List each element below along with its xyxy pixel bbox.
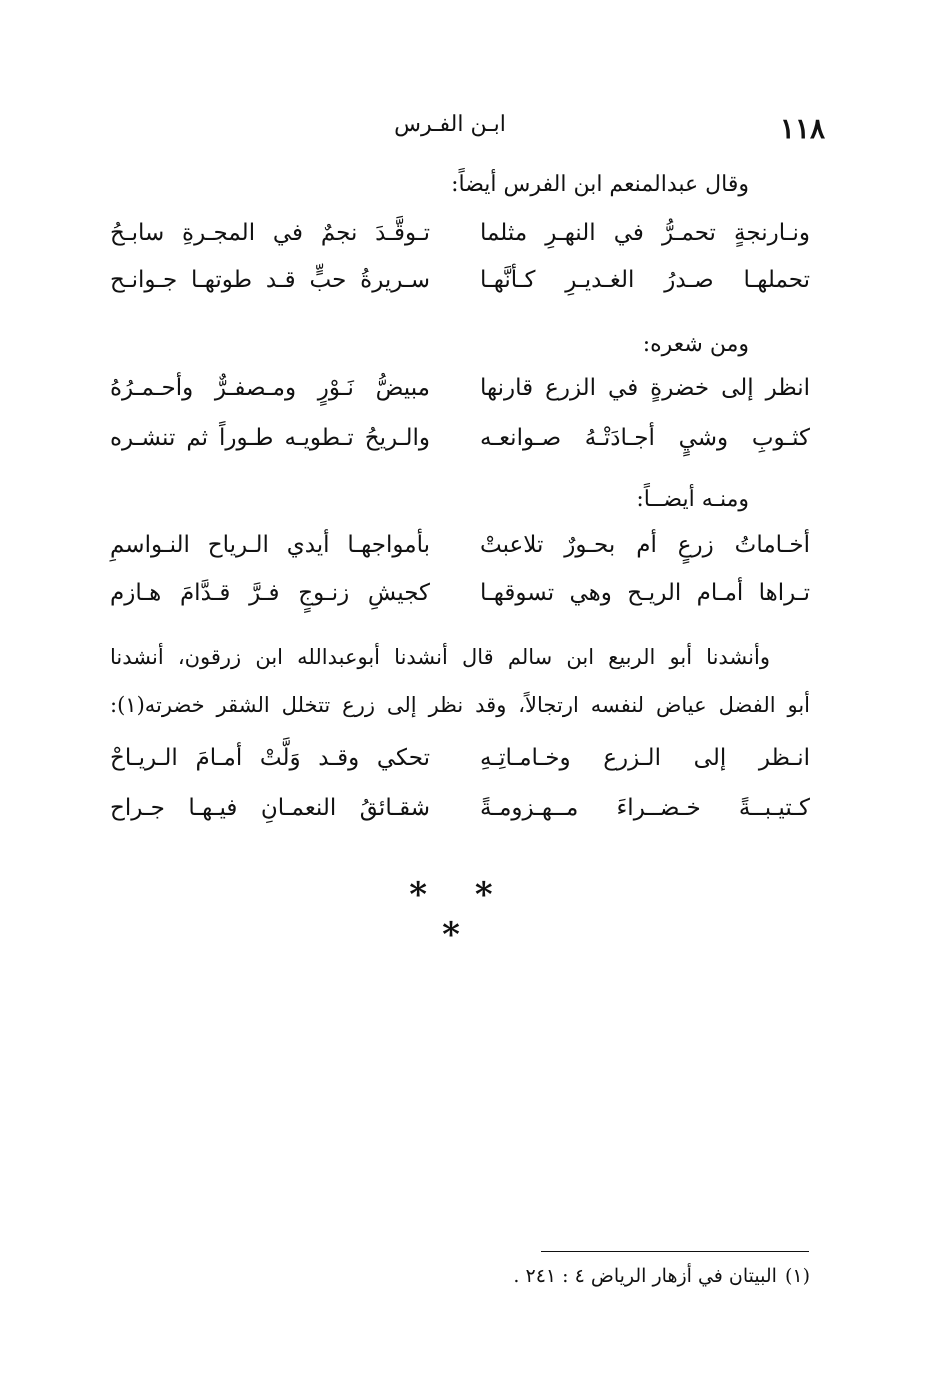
verse-first-hemistich: انـظر إلى الـزرع وخـامـاتِـهِ: [480, 745, 810, 771]
verse-second-hemistich: والـريحُ تـطويـه طـوراً ثم تنشـره: [110, 425, 430, 451]
section-intro: وقال عبدالمنعم ابن الفرس أيضاً:: [451, 172, 749, 197]
page-number: ١١٨: [779, 112, 825, 145]
footnote-number: (١): [784, 1265, 810, 1287]
verse-first-hemistich: تـراها أمـام الريـح وهي تسوقهـا: [480, 580, 810, 606]
verse-second-hemistich: تـوقَّـدَ نجمٌ في المجـرةِ سابـحُ: [110, 220, 430, 246]
section-intro: ومن شعره:: [642, 332, 749, 357]
verse-second-hemistich: تحكي وقـد وَلَّتْ أمـامَ الـريـاحْ: [110, 745, 430, 771]
verse-second-hemistich: مبيضُّ نَـوْرٍ ومـصفـرٌّ وأحـمـرُهُ: [110, 375, 430, 401]
verse-line: [110, 425, 810, 465]
section-intro: ومنـه أيضــاً:: [636, 487, 749, 512]
verse-line: [110, 795, 810, 835]
verse-second-hemistich: سـريرةُ حبٍّ قـد طوتهـا جـوانـح: [110, 267, 430, 293]
verse-line: [110, 375, 810, 415]
verse-line: [110, 580, 810, 620]
verse-first-hemistich: انظر إلى خضرةٍ في الزرع قارنها: [480, 375, 810, 401]
verse-first-hemistich: ونـارنجةٍ تحمـرُّ في النهـرِ مثلما: [480, 220, 810, 246]
prose-line: وأنشدنا أبو الربيع ابن سالم قال أنشدنا أبوعبدالله ابن زرقون، أنشدنا: [110, 645, 770, 669]
prose-line: أبو الفضل عياض لنفسه ارتجالاً، وقد نظر إلى زرع تتخلل الشقر خضرته(١):: [110, 693, 810, 717]
verse-first-hemistich: كثـوبِ وشيٍ أجـادَتْـهُ صـوانعـه: [480, 425, 810, 451]
footnote: [513, 1265, 810, 1287]
verse-second-hemistich: كجيشِ زنـوجٍ فـرَّ قـدَّامَ هـازم: [110, 580, 430, 606]
verse-line: [110, 267, 810, 307]
verse-first-hemistich: تحملهـا صـدرُ الغـديـرِ كـأنَّهـا: [480, 267, 810, 293]
verse-first-hemistich: كـتيـبــةً خـضــراءَ مــهـزومـةً: [480, 795, 810, 821]
section-separator: * * *: [409, 875, 511, 955]
footnote-divider: [541, 1251, 809, 1252]
footnote-text: البيتان في أزهار الرياض ٤ : ٢٤١ .: [513, 1265, 777, 1287]
verse-line: [110, 745, 810, 785]
verse-line: [110, 220, 810, 260]
verse-second-hemistich: شقـائقُ النعمـانِ فيـهـا جـراح: [110, 795, 430, 821]
verse-second-hemistich: بأمواجهـا أيدي الـرياح النـواسمِ: [110, 532, 430, 558]
verse-line: [110, 532, 810, 572]
verse-first-hemistich: أخـاماتُ زرعٍ أم بحـورٌ تلاعبتْ: [480, 532, 810, 558]
running-title: ابـن الفـرس: [394, 112, 506, 137]
